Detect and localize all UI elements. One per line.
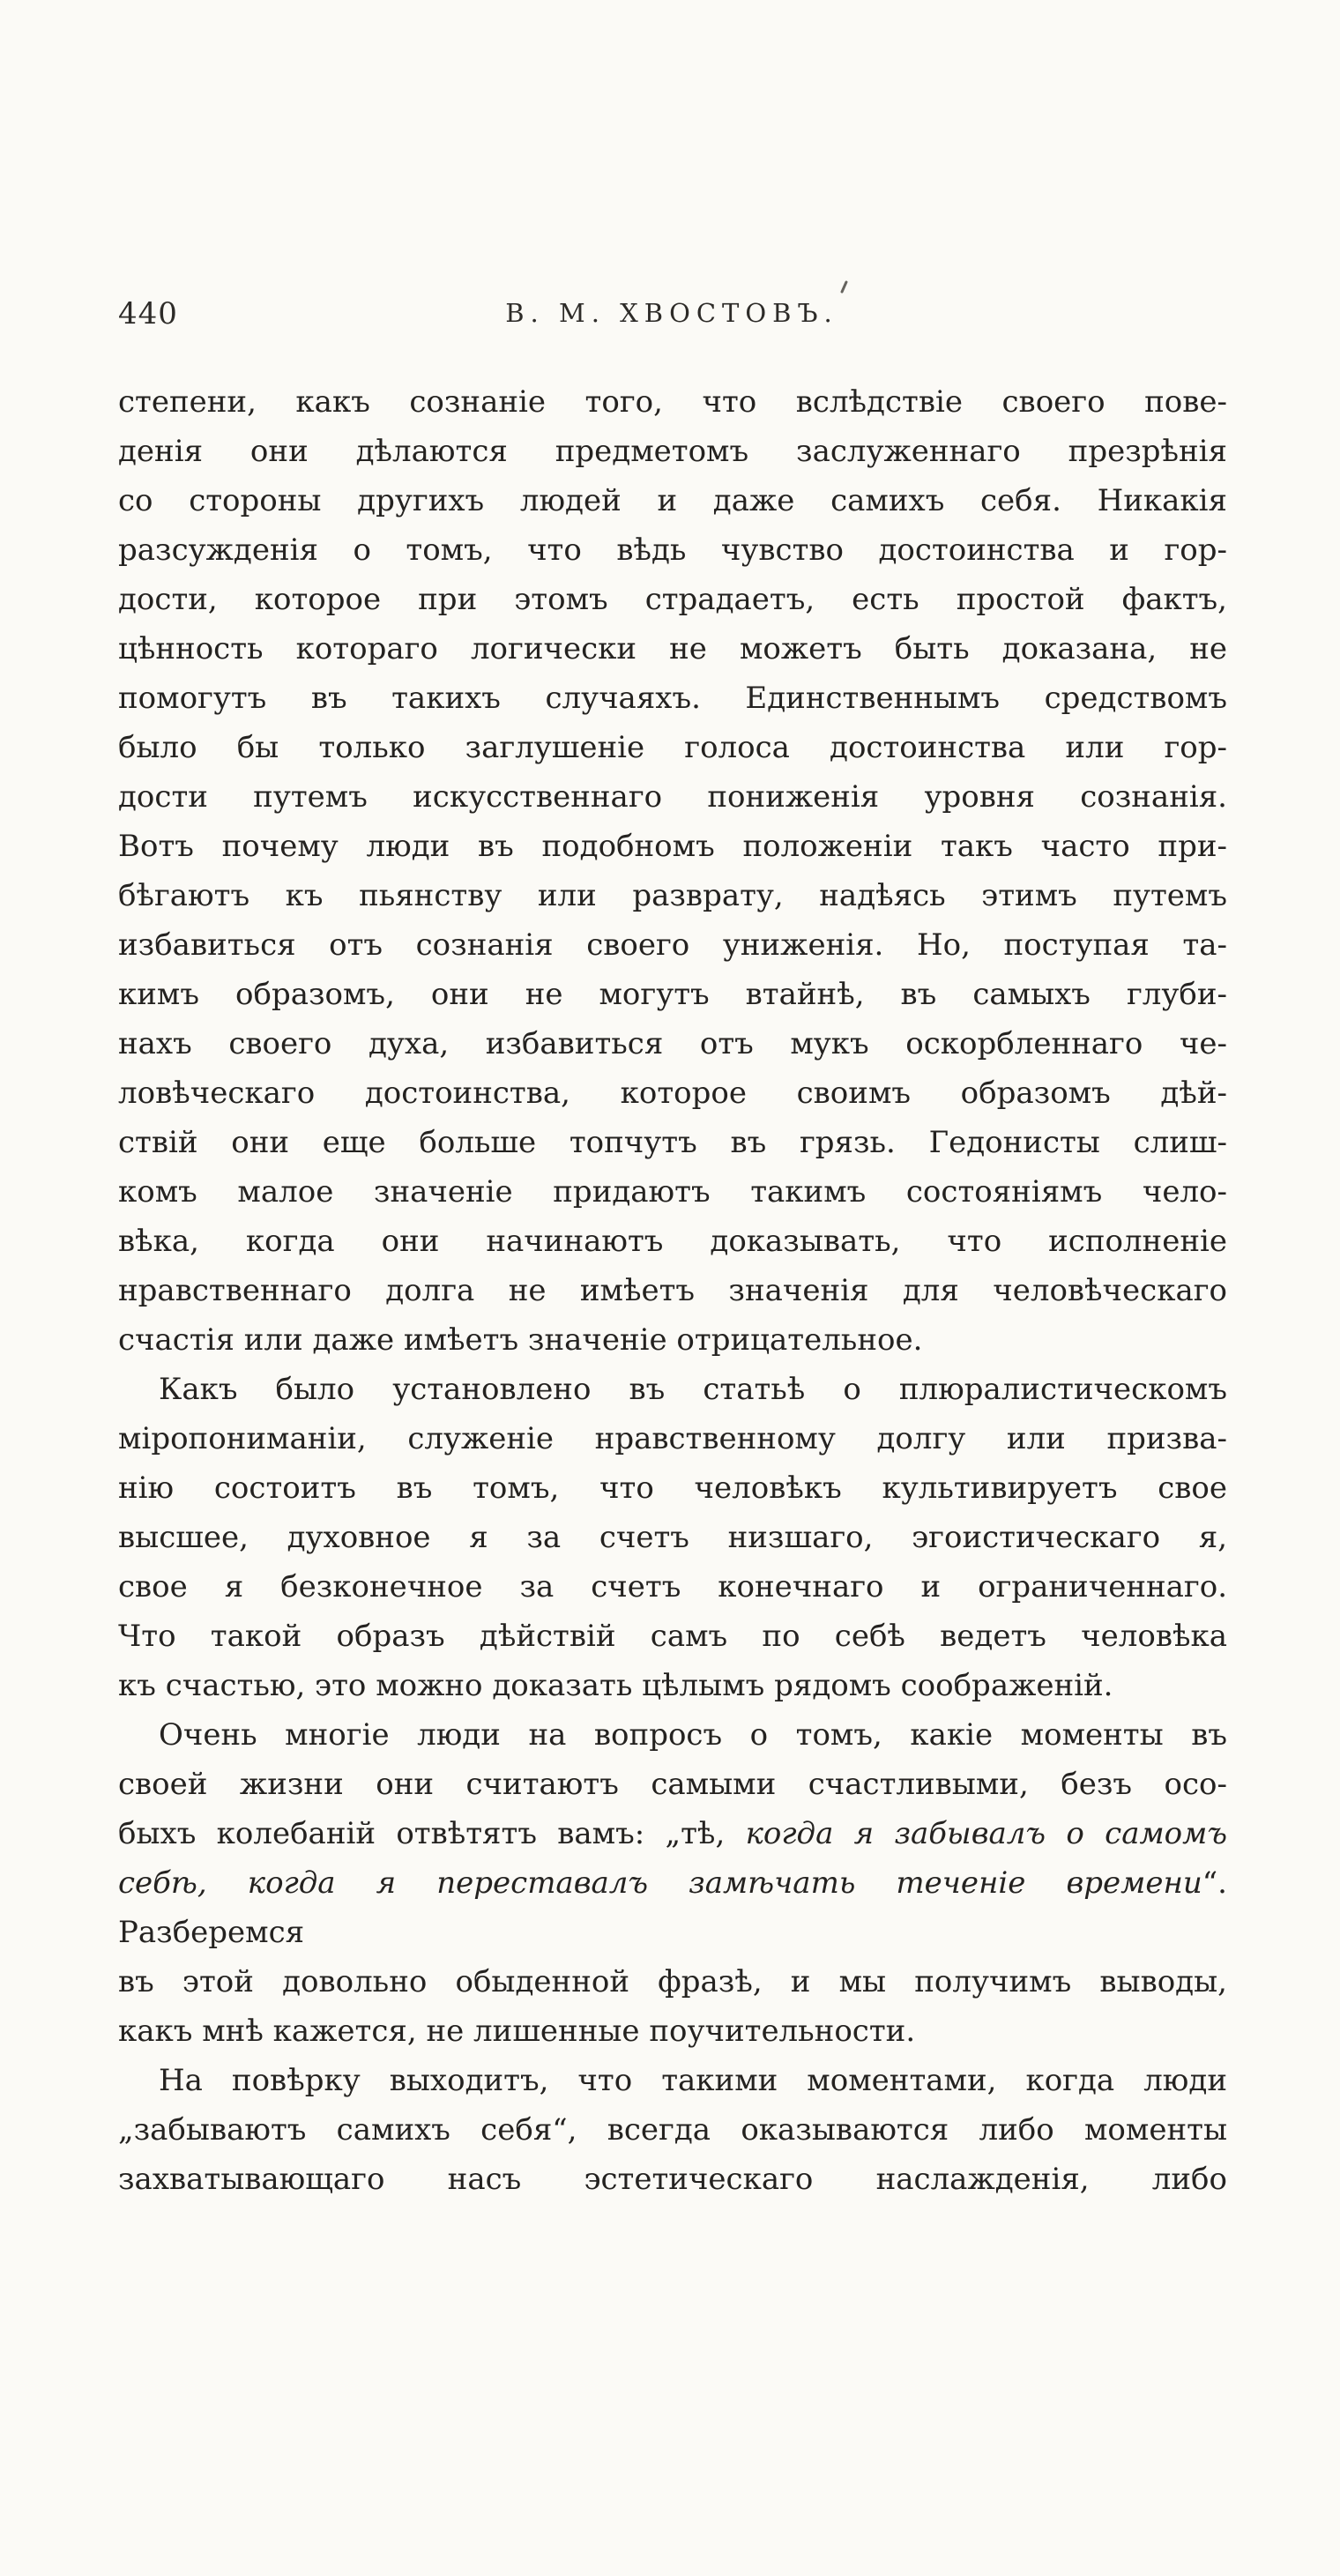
text-run: денія они дѣлаются предметомъ заслуженнаго презрѣнія <box>118 434 1227 469</box>
text-line <box>118 1562 1227 1612</box>
text-run: “. Разберемся <box>118 1865 1227 1950</box>
text-line <box>118 1365 1227 1414</box>
text-line <box>118 1612 1227 1661</box>
text-run: кимъ образомъ, они не могутъ втайнѣ, въ самыхъ глуби- <box>118 977 1227 1012</box>
text-line <box>118 2155 1227 2204</box>
text-line <box>118 723 1227 772</box>
paragraph <box>118 1365 1227 1710</box>
text-line <box>118 970 1227 1019</box>
running-header-title: В. М. ХВОСТОВЪ. <box>505 298 838 328</box>
text-line <box>118 1463 1227 1513</box>
paragraph <box>118 2056 1227 2204</box>
text-line <box>118 1414 1227 1463</box>
text-run: избавиться отъ сознанія своего униженія. Но, поступая та- <box>118 927 1227 963</box>
text-run: было бы только заглушеніе голоса достоинства или гор- <box>118 730 1227 765</box>
text-line <box>118 1513 1227 1562</box>
text-run: ловѣческаго достоинства, которое своимъ образомъ дѣй- <box>118 1076 1227 1111</box>
text-run: быхъ колебаній отвѣтятъ вамъ: „тѣ, <box>118 1816 746 1851</box>
text-run: бѣгаютъ къ пьянству или разврату, надѣясь этимъ путемъ <box>118 878 1227 913</box>
text-line <box>118 772 1227 822</box>
text-run: нравственнаго долга не имѣетъ значенія для человѣческаго <box>118 1273 1227 1308</box>
text-run: своей жизни они считаютъ самыми счастливыми, безъ осо- <box>118 1767 1227 1802</box>
text-line <box>118 2006 1227 2056</box>
text-line <box>118 575 1227 624</box>
text-run: помогутъ въ такихъ случаяхъ. Единственнымъ средствомъ <box>118 681 1227 716</box>
italic-text-run: себѣ, когда я переставалъ замѣчать теченіе времени <box>118 1865 1202 1901</box>
paragraph <box>118 377 1227 1365</box>
text-run: Какъ было установлено въ статьѣ о плюралистическомъ <box>159 1372 1227 1407</box>
text-line <box>118 822 1227 871</box>
text-line <box>118 1167 1227 1217</box>
text-run: ствій они еще больше топчутъ въ грязь. Гедонисты слиш- <box>118 1125 1227 1160</box>
text-run: разсужденія о томъ, что вѣдь чувство достоинства и гор- <box>118 532 1227 568</box>
text-run: нію состоитъ въ томъ, что человѣкъ культивируетъ свое <box>118 1470 1227 1506</box>
text-line <box>118 1957 1227 2006</box>
text-line <box>118 871 1227 920</box>
text-run: со стороны другихъ людей и даже самихъ себя. Никакія <box>118 483 1227 518</box>
text-line <box>118 1661 1227 1710</box>
text-run: Очень многіе люди на вопросъ о томъ, какіе моменты въ <box>159 1717 1227 1753</box>
text-run: къ счастью, это можно доказать цѣлымъ рядомъ соображеній. <box>118 1668 1113 1703</box>
text-line <box>118 920 1227 970</box>
text-line <box>118 1760 1227 1809</box>
text-line <box>118 1315 1227 1365</box>
text-run: міропониманіи, служеніе нравственному долгу или призва- <box>118 1421 1227 1456</box>
text-line <box>118 1858 1227 1957</box>
text-run: дости путемъ искусственнаго пониженія уровня сознанія. <box>118 779 1227 815</box>
text-run: нахъ своего духа, избавиться отъ мукъ оскорбленнаго че- <box>118 1026 1227 1061</box>
body-text <box>118 377 1227 2204</box>
text-line <box>118 624 1227 674</box>
text-run: въ этой довольно обыденной фразѣ, и мы получимъ выводы, <box>118 1964 1227 1999</box>
text-run: высшее, духовное я за счетъ низшаго, эгоистическаго я, <box>118 1520 1227 1555</box>
text-line <box>118 427 1227 476</box>
text-line <box>118 1019 1227 1068</box>
text-run: счастія или даже имѣетъ значеніе отрицательное. <box>118 1322 923 1358</box>
text-run: комъ малое значеніе придаютъ такимъ состояніямъ чело- <box>118 1174 1227 1210</box>
text-line <box>118 1118 1227 1167</box>
text-line <box>118 1068 1227 1118</box>
text-run: захватывающаго насъ эстетическаго наслажденія, либо <box>118 2162 1227 2197</box>
page-number: 440 <box>118 296 178 331</box>
text-run: вѣка, когда они начинаютъ доказывать, что исполненіе <box>118 1224 1227 1259</box>
text-line <box>118 525 1227 575</box>
text-line <box>118 476 1227 525</box>
text-run: цѣнность котораго логически не можетъ быть доказана, не <box>118 631 1227 666</box>
text-run: На повѣрку выходитъ, что такими моментами, когда люди <box>159 2063 1227 2098</box>
text-run: дости, которое при этомъ страдаетъ, есть простой фактъ, <box>118 582 1227 617</box>
text-run: свое я безконечное за счетъ конечнаго и ограниченнаго. <box>118 1569 1227 1604</box>
text-line <box>118 674 1227 723</box>
text-line <box>118 2105 1227 2155</box>
text-run: какъ мнѣ кажется, не лишенные поучительности. <box>118 2014 916 2049</box>
text-run: Вотъ почему люди въ подобномъ положеніи такъ часто при- <box>118 829 1227 864</box>
text-line <box>118 1217 1227 1266</box>
text-line <box>118 1266 1227 1315</box>
text-line <box>118 1809 1227 1858</box>
text-run: „забываютъ самихъ себя“, всегда оказываются либо моменты <box>118 2112 1227 2148</box>
paragraph <box>118 1710 1227 2056</box>
text-line <box>118 1710 1227 1760</box>
text-run: Что такой образъ дѣйствій самъ по себѣ ведетъ человѣка <box>118 1619 1227 1654</box>
text-line <box>118 377 1227 427</box>
running-head <box>118 291 1225 337</box>
text-run: степени, какъ сознаніе того, что вслѣдствіе своего пове- <box>118 384 1227 420</box>
italic-text-run: когда я забывалъ о самомъ <box>745 1816 1227 1851</box>
text-line <box>118 2056 1227 2105</box>
